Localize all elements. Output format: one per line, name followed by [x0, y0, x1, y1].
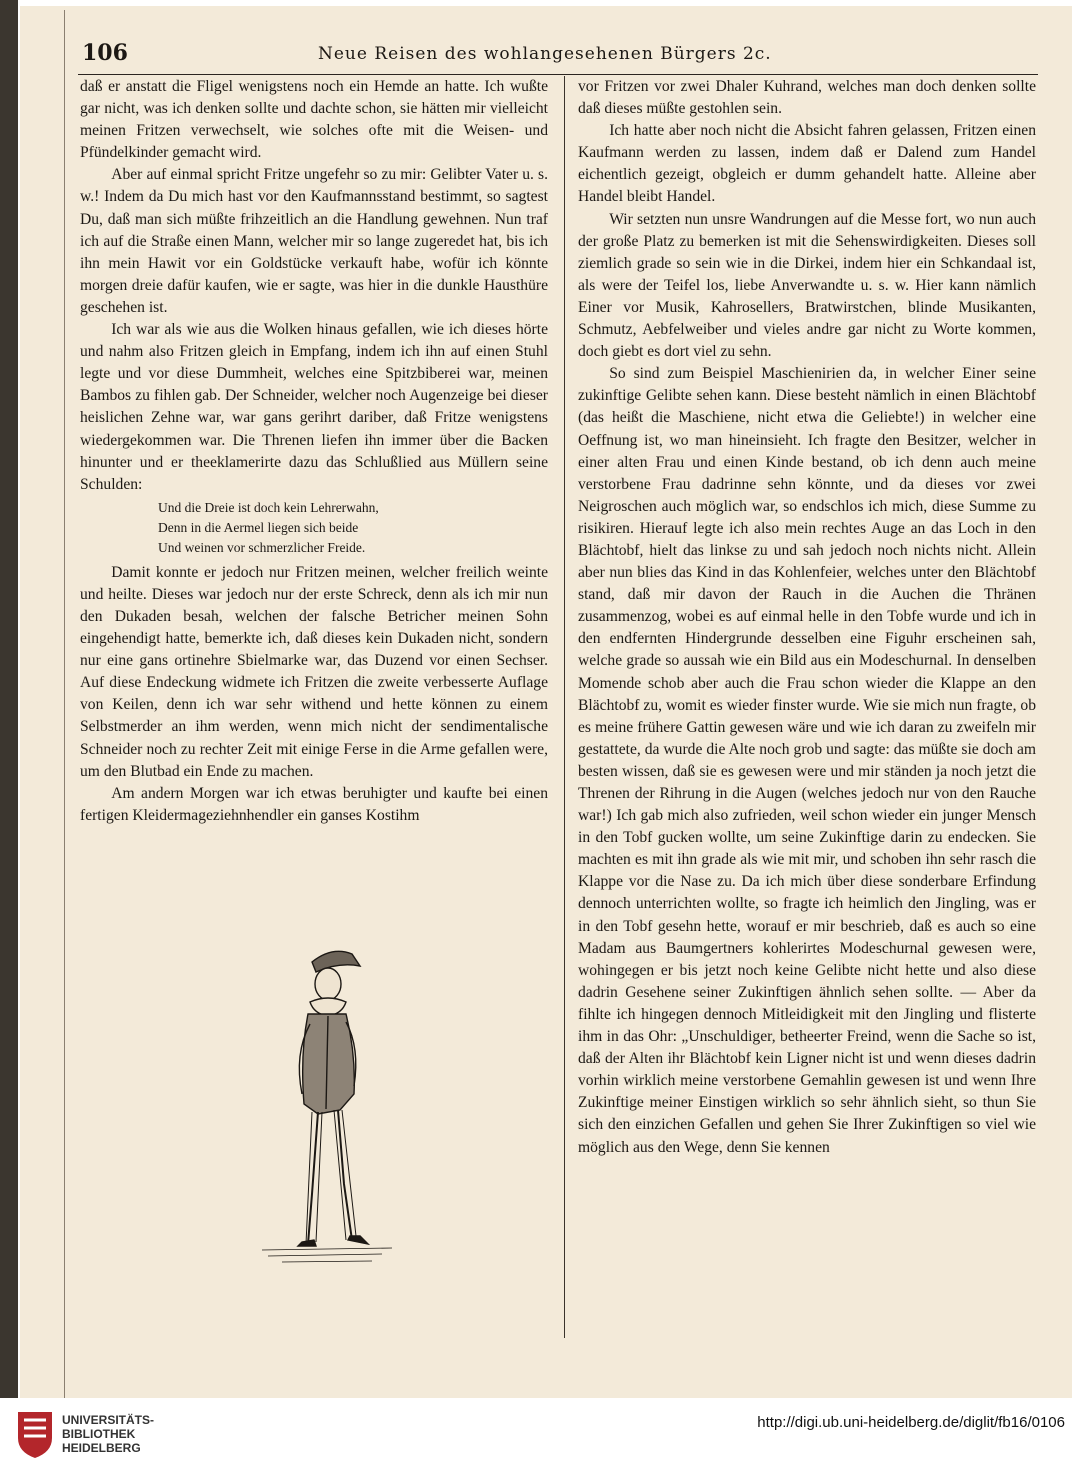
paragraph: Am andern Morgen war ich etwas beruhigter und kaufte bei einen fertigen Kleidermageziehnhendler ein ganses Kostihm: [80, 784, 548, 824]
left-column: [80, 76, 548, 827]
scan-left-edge: [0, 0, 18, 1474]
paragraph: Damit konnte er jedoch nur Fritzen meinen, welcher freilich weinte und heilte. Dieses war jedoch nur der erste Schreck, denn als ich mir nun den Dukaden besah, welchen der falsche Betricher meinen Sohn eingehendigt hatte, bemerkte ich, daß dieses kein Dukaden nicht, sondern nur eine gans ortinehre Sbielmarke war, das Duzend vor einen Sechser. Auf diese Endeckung widmete ich Fritzen die zweite verbesserte Auflage von Keilen, denn ich war sehr withend und hette können zu einem Selbstmerder an ihm werden, wenn mich nicht der sendimentalische Schneider noch zu rechter Zeit mit einige Ferse in die Arme gefallen were, um den Blutbad ein Ende zu machen.: [80, 563, 548, 780]
footer-bar: [0, 1398, 1079, 1474]
paragraph: Wir setzten nun unsre Wandrungen auf die Messe fort, wo nun auch der große Platz zu bemerken ist mit die Sehenswirdigkeiten. Dieses soll ziemlich grade so sein wie in die Dirkei, indem hier ein Schkandaal ist, als were der Teifel los, liebe Anverwandte u. s. w. Hier kann nämlich Einer vor Musik, Kahrosellers, Bratwirstchen, blinde Musikanten, Schmutz, Aebfelweiber und vieles andre gar nicht zu Worte kommen, doch giebt es dort viel zu sehn.: [578, 210, 1036, 361]
paragraph: Aber auf einmal spricht Fritze ungefehr so zu mir: Gelibter Vater u. s. w.! Indem da Du mich hast vor den Kaufmannsstand bestimmt, so sagtest Du, daß man sich müßte frihzeitlich an die Handlung gewehnen. Nun traf ich auf die Straße einen Mann, welcher mir so lange zugeredet hat, bis ich ihn mein Hawit vor ein Goldstücke verkauft habe, wofür ich könnte morgen dreie dafür kaufen, wie er sagte, was hier in die dunkle Hausthüre geschehen ist.: [80, 166, 548, 316]
university-library-logo-icon: [14, 1408, 56, 1460]
right-column: [578, 76, 1036, 1159]
margin-line: [64, 10, 65, 1400]
page-number: 106: [82, 40, 128, 66]
paragraph: daß er anstatt die Fligel wenigstens noch ein Hemde an hatte. Ich wußte gar nicht, was ich denken sollte und dachte schon, sie hätten mir vielleicht meinen Fritzen verwechselt, wie solches ofte mit die Weisen- und Pfündelkinder gemacht wird.: [80, 78, 548, 162]
paragraph: So sind zum Beispiel Maschienirien da, in welcher Einer seine zukinftige Gelibte sehen kann. Diese besteht nämlich in einen Blächtobf (das heißt die Maschiene, nicht etwa die Geliebte!) in welcher eine Oeffnung ist, wo man hineinsieht. Ich fragte den Besitzer, welcher in einer alten Frau und einen Kinde bestand, ob ich denn auch meine verstorbene Frau dadrinne sehn könnte, und da dieses vor zwei Neigroschen auch möglich war, so endschlos ich mich, diese Summe zu risikiren. Hierauf legte ich also mein rechtes Auge an das Loch in den Blächtobf, hielt das linkse zu und sah jedoch noch nichts nicht. Allein aber nun blies das Kind in das Kohlenfeier, welches unter den Blächtobf stand, daß mir davon der Rauch in die Auchen die Thränen zusammenzog, wobei es auf einmal helle in den Tobfe wurde und ich in den endfernten Hindergrunde desselben eine Figuhr erscheinen sah, welche grade so aussah wie ein Bild aus ein Modeschurnal. In denselben Momende schob aber auch die Frau schon wieder die Klappe an den Blächtobf zu, womit es wieder finster wurde. Wie sie mich nun fragte, ob es meine frühere Gattin gewesen wäre und wie ich daran zu zweifeln mir gestattete, da wurde die Alte noch grob und sagte: das müßte sie doch am besten wissen, daß sie es gewesen were und mir ständen ja noch jetzt die Threnen der Rihrung in die Augen (welches jedoch nur von den Rauche war!) Ich gab mich also zufrieden, weil schon wieder ein junger Mensch in den Tobf gucken wollte, um seine Zukinftige darin zu endecken. Sie machten es mit ihn grade als wie mit mir, und schoben ihn sehr rasch die Klappe vor die Nase zu. Da ich mich über diese sonderbare Erfindung dennoch unterrichten wollte, so fragte ich heimlich den Jingling, was er in den Tobf gesehn hette, worauf er mir beschrieb, daß es auch so eine Madam aus Baumgertners kohlerirtes Modeschurnal gewesen were, wohingegen er bis jetzt noch keine Gelibte nicht hette und also diese dadrin Gesehene seiner Zukinftigen ähnlich sehen sollte. — Aber da fihlte ich hingegen dennoch Mitleidigkeit mit den Jingling und flisterte ihm in das Ohr: „Unschuldiger, betheerter Freind, wenn die Sache so ist, daß der Alten ihr Blächtobf kein Ligner nicht ist und wenn dieses dadrin vorhin wirklich meine verstorbene Gemahlin gewesen ist und wenn Ihre Zukinftige meiner Einstigen wirklich so sehr ähnlich sieht, so thun Sie sich den einzichen Gefallen und gehen Sie Ihrer Zukinftigen so viel wie möglich aus den Wege, denn Sie kennen: [578, 365, 1036, 1156]
source-url-link[interactable]: http://digi.ub.uni-heidelberg.de/diglit/fb16/0106: [757, 1414, 1065, 1431]
figure-illustration: [242, 944, 412, 1274]
paragraph: Ich war als wie aus die Wolken hinaus gefallen, wie ich dieses hörte und nahm also Fritzen gleich in Empfang, indem ich ihn auf einen Stuhl legte und vor diese Dummheit, welches eine Spitzbiberei war, meinen Bambos zu fihlen gab. Der Schneider, welcher noch Augenzeige bei dieser heislichen Zehne war, war gans gerihrt dariber, daß Fritze wenigstens wiedergekommen war. Die Threnen liefen ihn immer über die Backen hinunter und er theeklamerirte dazu das Schlußlied aus Müllern seine Schulden:: [80, 321, 548, 493]
page-header: [78, 40, 1038, 75]
verse-block: [158, 498, 548, 558]
running-title: Neue Reisen des wohlangesehenen Bürgers 2c.: [318, 44, 772, 64]
paragraph: Ich hatte aber noch nicht die Absicht fahren gelassen, Fritzen einen Kaufmann werden zu lassen, indem daß er Dalend zum Handel eichentlich gezeigt, obgleich er dumm gehandelt hatte. Alleine aber Handel bleibt Handel.: [578, 122, 1036, 206]
verse-line: Und die Dreie ist doch kein Lehrerwahn,: [158, 499, 379, 515]
institution-name: UNIVERSITÄTS- BIBLIOTHEK HEIDELBERG: [62, 1413, 155, 1455]
verse-line: Und weinen vor schmerzlicher Freide.: [158, 539, 366, 555]
paragraph: vor Fritzen vor zwei Dhaler Kuhrand, welches man doch denken sollte daß dieses müßte gestohlen sein.: [578, 78, 1036, 118]
verse-line: Denn in die Aermel liegen sich beide: [158, 519, 359, 535]
column-rule: [564, 76, 565, 1338]
